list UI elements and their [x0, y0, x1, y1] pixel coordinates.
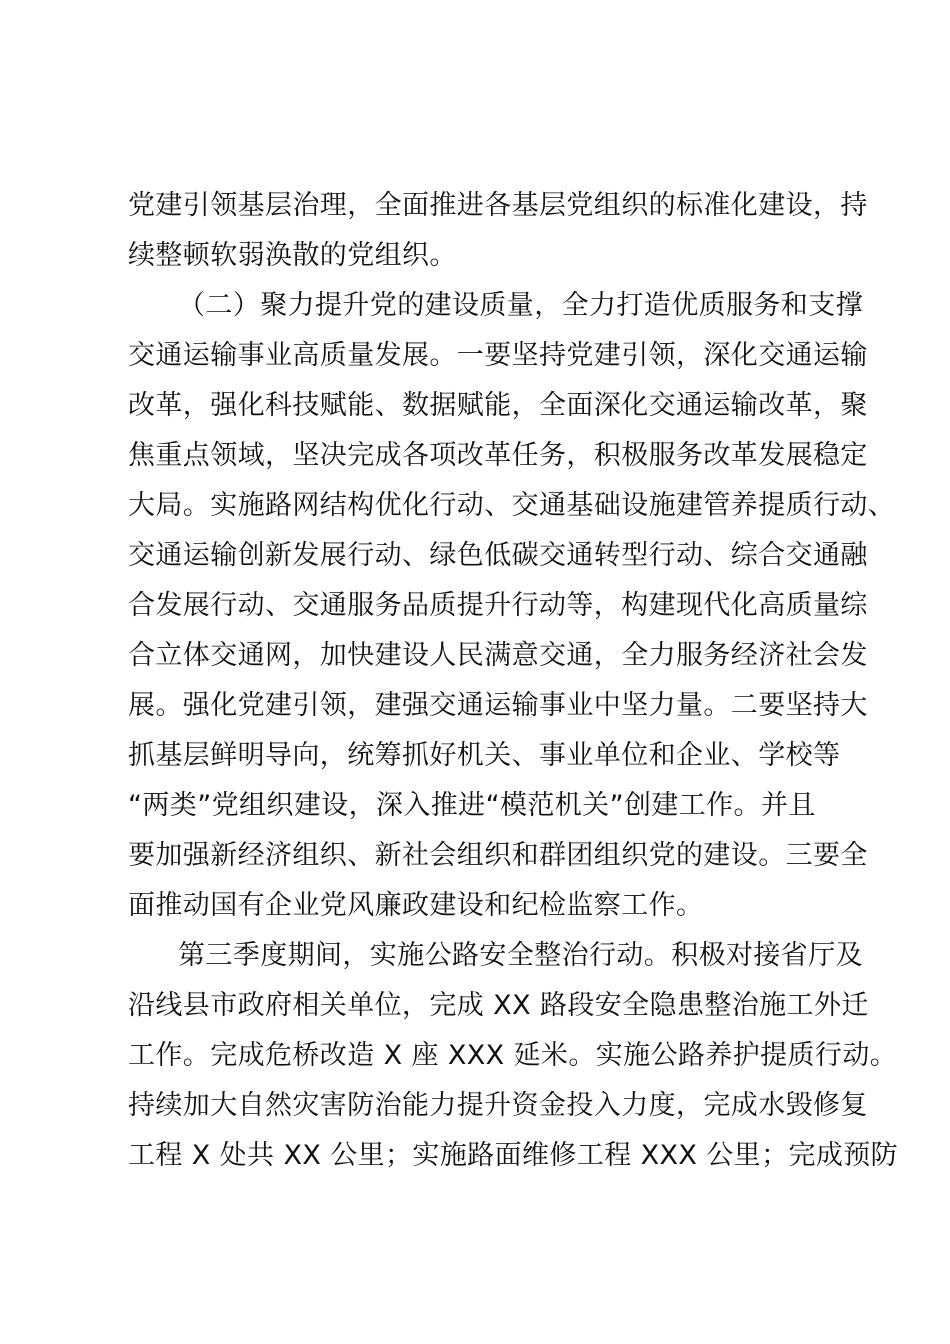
- text-line: 工作。完成危桥改造 X 座 XXX 延米。实施公路养护提质行动。: [128, 1040, 898, 1071]
- text-line: 续整顿软弱涣散的党组织。: [128, 240, 457, 271]
- section-heading-line: （二）聚力提升党的建设质量，全力打造优质服务和支撑: [178, 290, 863, 321]
- text-line: 党建引领基层治理，全面推进各基层党组织的标准化建设，持: [128, 190, 868, 221]
- text-line: 持续加大自然灾害防治能力提升资金投入力度，完成水毁修复: [128, 1090, 868, 1121]
- text-line: 大局。实施路网结构优化行动、交通基础设施建管养提质行动、: [128, 490, 896, 521]
- text-line: 抓基层鲜明导向，统筹抓好机关、事业单位和企业、学校等: [128, 740, 841, 771]
- text-line: 改革，强化科技赋能、数据赋能，全面深化交通运输改革，聚: [128, 390, 868, 421]
- text-line: 交通运输事业高质量发展。一要坚持党建引领，深化交通运输: [128, 340, 868, 371]
- text-line: 展。强化党建引领，建强交通运输事业中坚力量。二要坚持大: [128, 690, 868, 721]
- text-line: 面推动国有企业党风廉政建设和纪检监察工作。: [128, 890, 704, 921]
- text-line: 要加强新经济组织、新社会组织和群团组织党的建设。三要全: [128, 840, 868, 871]
- text-line: 合发展行动、交通服务品质提升行动等，构建现代化高质量综: [128, 590, 868, 621]
- paragraph-start-line: 第三季度期间，实施公路安全整治行动。积极对接省厅及: [178, 940, 863, 971]
- text-line: 沿线县市政府相关单位，完成 XX 路段安全隐患整治施工外迁: [128, 990, 869, 1021]
- text-line: “两类”党组织建设，深入推进“模范机关”创建工作。并且: [128, 790, 816, 821]
- text-line: 工程 X 处共 XX 公里；实施路面维修工程 XXX 公里；完成预防: [128, 1140, 899, 1171]
- text-line: 焦重点领域，坚决完成各项改革任务，积极服务改革发展稳定: [128, 440, 868, 471]
- text-line: 交通运输创新发展行动、绿色低碳交通转型行动、综合交通融: [128, 540, 868, 571]
- text-line: 合立体交通网，加快建设人民满意交通，全力服务经济社会发: [128, 640, 868, 671]
